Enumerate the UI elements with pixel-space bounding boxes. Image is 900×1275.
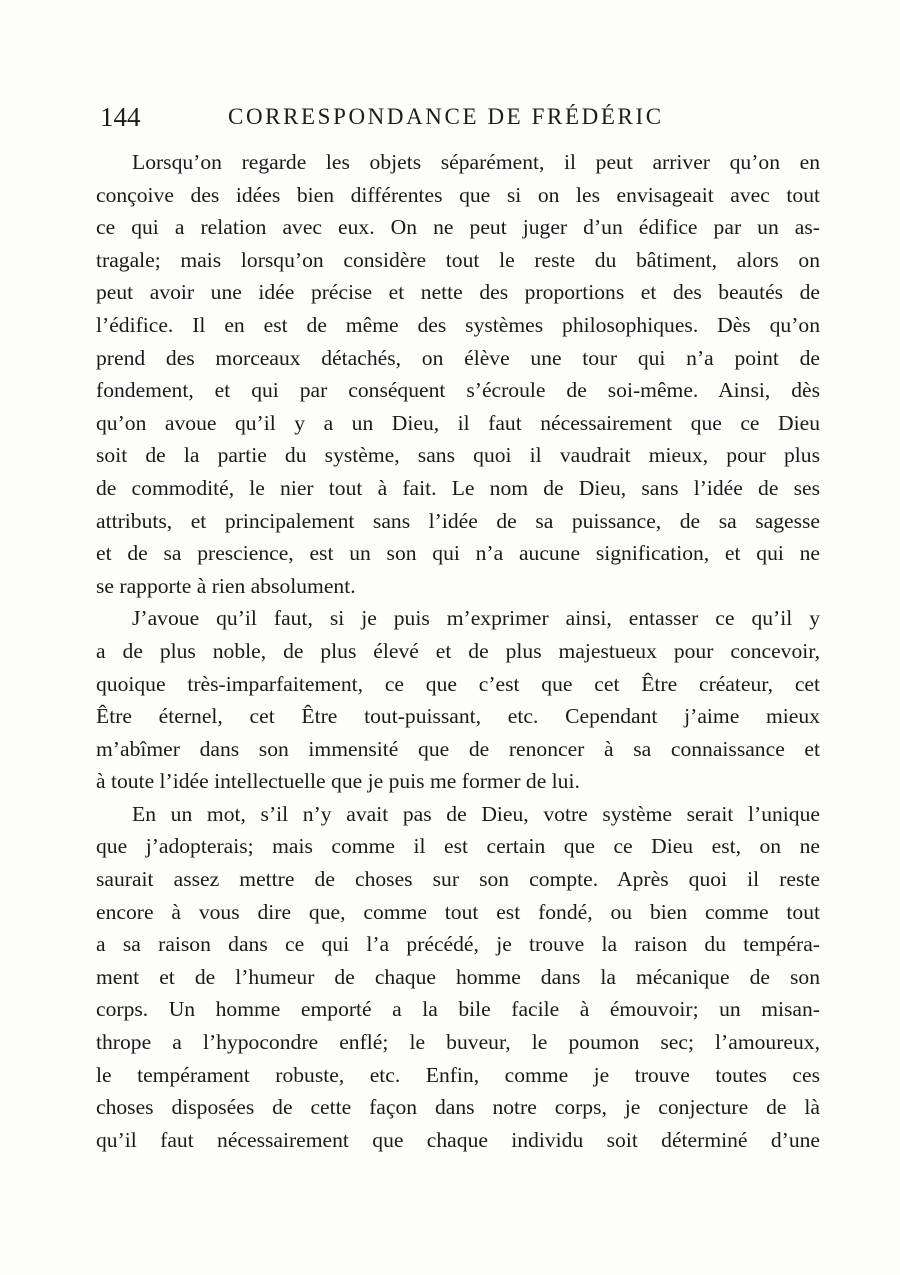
text-line: ce qui a relation avec eux. On ne peut juger d’un édifice par un as-: [96, 215, 820, 240]
text-line: qu’il faut nécessairement que chaque individu soit déterminé d’une: [96, 1127, 820, 1152]
text-line: a de plus noble, de plus élevé et de plus majestueux pour concevoir,: [96, 638, 820, 663]
running-head: CORRESPONDANCE DE FRÉDÉRIC: [228, 104, 664, 129]
text-line: le tempérament robuste, etc. Enfin, comme je trouve toutes ces: [96, 1062, 820, 1087]
paragraph: [96, 602, 820, 798]
paragraph: [96, 798, 820, 1157]
text-line: conçoive des idées bien différentes que si on les envisageait avec tout: [96, 182, 820, 207]
text-line: a sa raison dans ce qui l’a précédé, je trouve la raison du tempéra-: [96, 932, 820, 957]
text-line: m’abîmer dans son immensité que de renoncer à sa connaissance et: [96, 736, 820, 761]
text-line: ment et de l’humeur de chaque homme dans la mécanique de son: [96, 964, 820, 989]
text-line: et de sa prescience, est un son qui n’a aucune signification, et qui ne: [96, 541, 820, 566]
text-line: l’édifice. Il en est de même des systèmes philosophiques. Dès qu’on: [96, 312, 820, 337]
text-line: à toute l’idée intellectuelle que je puis me former de lui.: [96, 769, 580, 794]
text-line: peut avoir une idée précise et nette des proportions et des beautés de: [96, 280, 820, 305]
page-header: [100, 102, 820, 138]
text-line: quoique très-imparfaitement, ce que c’est que cet Être créateur, cet: [96, 671, 820, 696]
paragraph: [96, 146, 820, 602]
text-line: que j’adopterais; mais comme il est certain que ce Dieu est, on ne: [96, 834, 820, 859]
text-line: fondement, et qui par conséquent s’écroule de soi-même. Ainsi, dès: [96, 378, 820, 403]
text-line: qu’on avoue qu’il y a un Dieu, il faut nécessairement que ce Dieu: [96, 410, 820, 435]
text-line: attributs, et principalement sans l’idée de sa puissance, de sa sagesse: [96, 508, 820, 533]
text-line: choses disposées de cette façon dans notre corps, je conjecture de là: [96, 1095, 820, 1120]
text-line: corps. Un homme emporté a la bile facile à émouvoir; un misan-: [96, 997, 820, 1022]
text-line: prend des morceaux détachés, on élève une tour qui n’a point de: [96, 345, 820, 370]
text-line: se rapporte à rien absolument.: [96, 573, 356, 598]
text-line: de commodité, le nier tout à fait. Le nom de Dieu, sans l’idée de ses: [96, 475, 820, 500]
text-line: Lorsqu’on regarde les objets séparément, il peut arriver qu’on en: [132, 150, 820, 174]
text-line: encore à vous dire que, comme tout est fondé, ou bien comme tout: [96, 899, 820, 924]
text-line: tragale; mais lorsqu’on considère tout le reste du bâtiment, alors on: [96, 247, 820, 272]
text-line: J’avoue qu’il faut, si je puis m’exprimer ainsi, entasser ce qu’il y: [132, 606, 820, 631]
body-text: [96, 146, 820, 1156]
text-line: saurait assez mettre de choses sur son compte. Après quoi il reste: [96, 867, 820, 892]
text-line: Être éternel, cet Être tout-puissant, etc. Cependant j’aime mieux: [96, 704, 820, 729]
text-line: soit de la partie du système, sans quoi il vaudrait mieux, pour plus: [96, 443, 820, 468]
text-line: thrope a l’hypocondre enflé; le buveur, le poumon sec; l’amoureux,: [96, 1030, 820, 1055]
page-number: 144: [100, 102, 141, 132]
text-line: En un mot, s’il n’y avait pas de Dieu, votre système serait l’unique: [132, 801, 820, 826]
